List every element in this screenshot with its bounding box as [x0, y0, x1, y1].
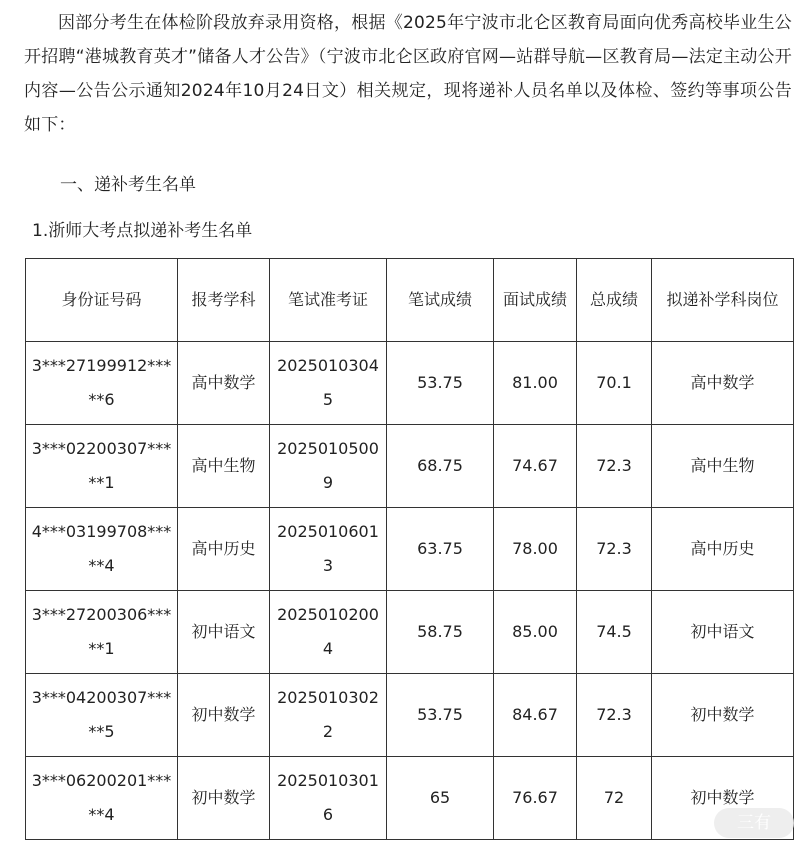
cell-subject: 高中历史 — [178, 508, 270, 591]
table-row — [26, 591, 794, 674]
header-exam-ticket: 笔试准考证 — [270, 259, 387, 342]
cell-exam-ticket: 20250106013 — [270, 508, 387, 591]
cell-interview-score: 78.00 — [494, 508, 577, 591]
header-interview-score: 面试成绩 — [494, 259, 577, 342]
candidate-table — [25, 258, 794, 840]
cell-exam-ticket: 20250102004 — [270, 591, 387, 674]
cell-total-score: 70.1 — [577, 342, 652, 425]
cell-total-score: 72 — [577, 757, 652, 840]
cell-position: 初中数学 — [652, 674, 794, 757]
table-row — [26, 508, 794, 591]
cell-id-number: 4***03199708*****4 — [26, 508, 178, 591]
cell-id-number: 3***27200306*****1 — [26, 591, 178, 674]
header-row — [26, 259, 794, 342]
cell-total-score: 72.3 — [577, 508, 652, 591]
cell-id-number: 3***06200201*****4 — [26, 757, 178, 840]
section-heading-candidate-list: 一、递补考生名单 — [60, 175, 196, 195]
cell-written-score: 53.75 — [387, 674, 494, 757]
header-subject: 报考学科 — [178, 259, 270, 342]
cell-subject: 初中语文 — [178, 591, 270, 674]
header-total-score: 总成绩 — [577, 259, 652, 342]
cell-position: 初中数学 — [652, 757, 794, 840]
cell-exam-ticket: 20250103016 — [270, 757, 387, 840]
cell-interview-score: 85.00 — [494, 591, 577, 674]
watermark-logo: 三有 — [714, 808, 794, 838]
cell-interview-score: 76.67 — [494, 757, 577, 840]
cell-total-score: 72.3 — [577, 425, 652, 508]
cell-position: 高中生物 — [652, 425, 794, 508]
header-id-number: 身份证号码 — [26, 259, 178, 342]
table-row — [26, 757, 794, 840]
cell-exam-ticket: 20250103045 — [270, 342, 387, 425]
cell-subject: 初中数学 — [178, 757, 270, 840]
cell-position: 高中数学 — [652, 342, 794, 425]
cell-written-score: 65 — [387, 757, 494, 840]
cell-id-number: 3***02200307*****1 — [26, 425, 178, 508]
header-position: 拟递补学科岗位 — [652, 259, 794, 342]
cell-written-score: 53.75 — [387, 342, 494, 425]
cell-exam-ticket: 20250103022 — [270, 674, 387, 757]
cell-written-score: 68.75 — [387, 425, 494, 508]
table-header — [26, 259, 794, 342]
cell-total-score: 74.5 — [577, 591, 652, 674]
subsection-heading-zjnu-list: 1.浙师大考点拟递补考生名单 — [32, 221, 253, 241]
cell-id-number: 3***27199912*****6 — [26, 342, 178, 425]
cell-interview-score: 81.00 — [494, 342, 577, 425]
table-row — [26, 342, 794, 425]
table-row — [26, 425, 794, 508]
cell-position: 初中语文 — [652, 591, 794, 674]
cell-total-score: 72.3 — [577, 674, 652, 757]
cell-subject: 高中数学 — [178, 342, 270, 425]
cell-exam-ticket: 20250105009 — [270, 425, 387, 508]
cell-position: 高中历史 — [652, 508, 794, 591]
cell-subject: 初中数学 — [178, 674, 270, 757]
cell-subject: 高中生物 — [178, 425, 270, 508]
intro-paragraph: 因部分考生在体检阶段放弃录用资格，根据《2025年宁波市北仑区教育局面向优秀高校毕业生公开招聘“港城教育英才”储备人才公告》（宁波市北仑区政府官网—站群导航—区教育局—法定主动公开内容—公告公示通知2024年10月24日文）相关规定，现将递补人员名单以及体检、签约等事项公告如下： — [24, 13, 792, 135]
cell-interview-score: 84.67 — [494, 674, 577, 757]
cell-written-score: 63.75 — [387, 508, 494, 591]
cell-written-score: 58.75 — [387, 591, 494, 674]
header-written-score: 笔试成绩 — [387, 259, 494, 342]
table-body — [26, 342, 794, 840]
table-row — [26, 674, 794, 757]
cell-interview-score: 74.67 — [494, 425, 577, 508]
cell-id-number: 3***04200307*****5 — [26, 674, 178, 757]
